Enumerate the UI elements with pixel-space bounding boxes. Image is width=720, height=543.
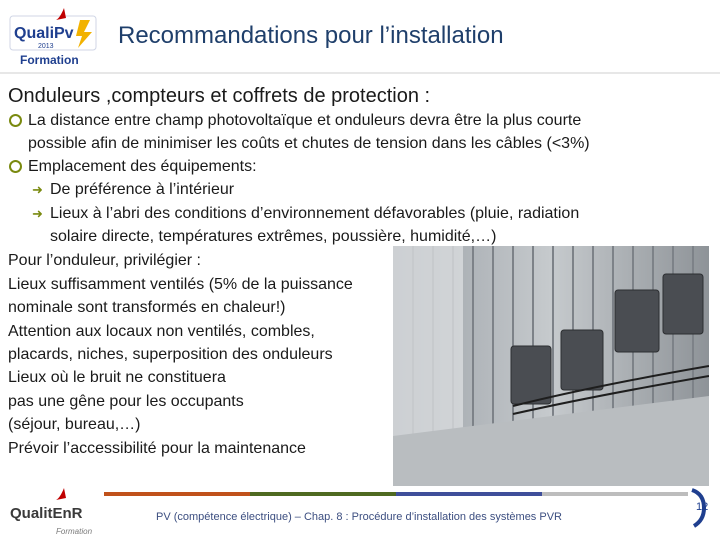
inverter-room-photo xyxy=(393,246,709,486)
body-line: placards, niches, superposition des onduleurs xyxy=(8,346,333,363)
qualipv-logo xyxy=(8,6,100,68)
svg-text:12: 12 xyxy=(696,501,709,513)
sub-bullet-text: Lieux à l’abri des conditions d’environnement défavorables (pluie, radiation xyxy=(50,205,580,222)
body-line: Pour l’onduleur, privilégier : xyxy=(8,252,201,269)
body-line: (séjour, bureau,…) xyxy=(8,416,141,433)
svg-text:Formation: Formation xyxy=(20,53,79,67)
svg-text:Formation: Formation xyxy=(56,527,93,536)
body-line: Attention aux locaux non ventilés, combles, xyxy=(8,323,315,340)
header-divider xyxy=(0,72,720,74)
footer-bar-green xyxy=(250,492,396,496)
bullet-text: La distance entre champ photovoltaïque et onduleurs devra être la plus courte xyxy=(28,112,582,129)
body-line: Lieux où le bruit ne constituera xyxy=(8,369,226,386)
bullet-text-continued: possible afin de minimiser les coûts et chutes de tension dans les câbles (<3%) xyxy=(28,135,590,152)
sub-bullet-text: De préférence à l’intérieur xyxy=(50,181,235,198)
footer-bar-orange xyxy=(104,492,250,496)
arrow-bullet-icon: ➜ xyxy=(32,182,43,197)
body-line: Prévoir l’accessibilité pour la maintenance xyxy=(8,440,306,457)
section-heading: Onduleurs ,compteurs et coffrets de protection : xyxy=(8,85,431,107)
page-title: Recommandations pour l’installation xyxy=(118,22,504,49)
arrow-bullet-icon: ➜ xyxy=(32,206,43,221)
footer-bar-blue xyxy=(396,492,542,496)
page-number xyxy=(690,488,714,528)
body-line: pas une gêne pour les occupants xyxy=(8,393,244,410)
circle-bullet-icon xyxy=(9,160,22,173)
footer-bar-grey xyxy=(542,492,688,496)
svg-text:2013: 2013 xyxy=(38,43,54,50)
sub-bullet-text-continued: solaire directe, températures extrêmes, poussière, humidité,…) xyxy=(50,228,497,245)
qualitenr-logo xyxy=(8,488,100,538)
circle-bullet-icon xyxy=(9,114,22,127)
bullet-text: Emplacement des équipements: xyxy=(28,158,257,175)
body-line: nominale sont transformés en chaleur!) xyxy=(8,299,286,316)
svg-text:QualiPv: QualiPv xyxy=(14,25,74,42)
footer-caption: PV (compétence électrique) – Chap. 8 : Procédure d’installation des systèmes PVR xyxy=(156,511,562,523)
svg-text:QualitEnR: QualitEnR xyxy=(10,505,83,522)
body-line: Lieux suffisamment ventilés (5% de la puissance xyxy=(8,276,353,293)
